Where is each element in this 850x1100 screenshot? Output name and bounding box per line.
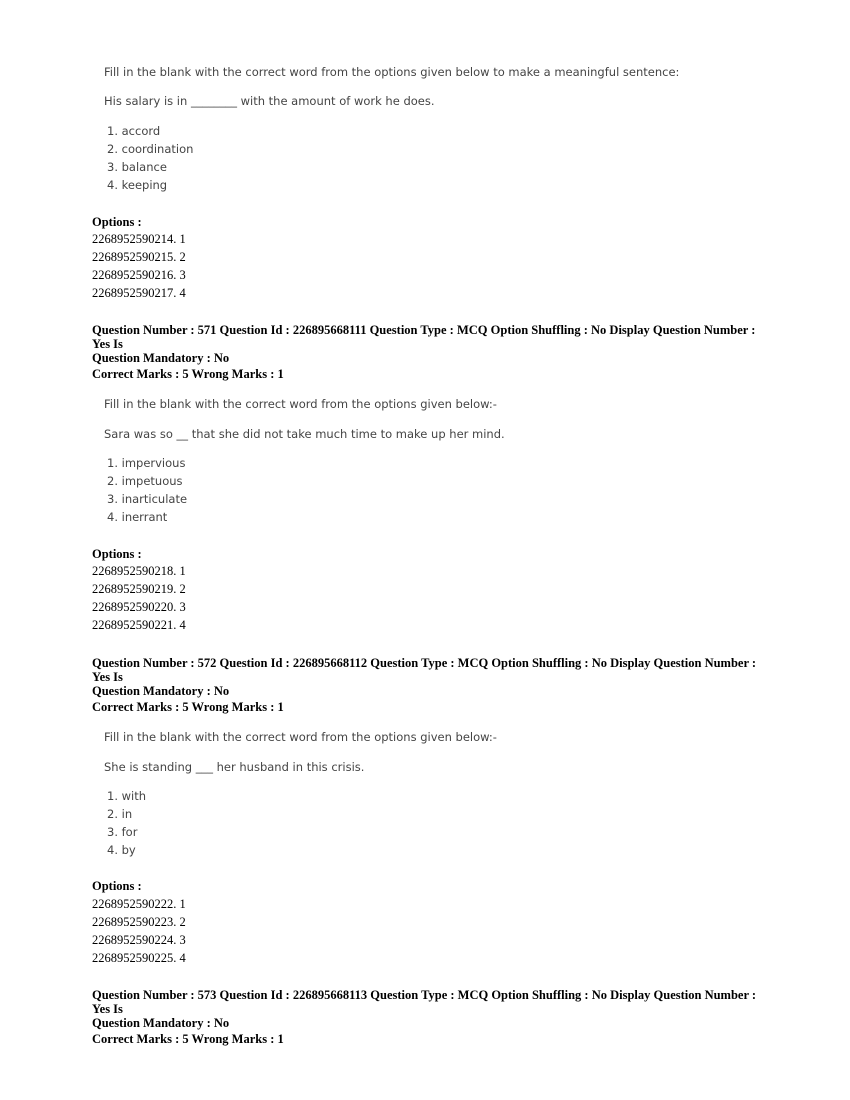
question-header [92,656,772,714]
option-id: 2268952590217. 4 [92,286,186,300]
choice-item: 3. for [107,825,138,839]
choice-list [107,454,187,526]
choice-item: 4. by [107,843,136,857]
choice-item: 2. in [107,807,133,821]
option-id-list [92,230,186,302]
question-meta-line: Question Number : 573 Question Id : 226895668113 Question Type : MCQ Option Shuffling : No Display Question Number : Yes Is [92,988,757,1016]
choice-item: 4. keeping [107,178,168,192]
question-marks: Correct Marks : 5 Wrong Marks : 1 [92,367,284,381]
question-instruction: Fill in the blank with the correct word from the options given below:- [104,397,497,411]
choice-item: 1. accord [107,124,161,138]
choice-item: 1. impervious [107,456,186,470]
choice-list [107,122,193,194]
options-heading: Options : [92,215,142,229]
question-mandatory: Question Mandatory : No [92,351,230,365]
question-instruction: Fill in the blank with the correct word from the options given below to make a meaningful sentence: [104,65,680,79]
question-sentence: Sara was so __ that she did not take much time to make up her mind. [104,427,505,441]
choice-item: 3. inarticulate [107,492,188,506]
option-id: 2268952590214. 1 [92,232,186,246]
options-heading: Options : [92,547,142,561]
option-id: 2268952590225. 4 [92,951,186,965]
question-header [92,988,772,1046]
choice-item: 3. balance [107,160,167,174]
choice-list [107,787,146,859]
question-marks: Correct Marks : 5 Wrong Marks : 1 [92,1032,284,1046]
option-id: 2268952590221. 4 [92,618,186,632]
question-marks: Correct Marks : 5 Wrong Marks : 1 [92,700,284,714]
option-id: 2268952590222. 1 [92,897,186,911]
choice-item: 2. coordination [107,142,194,156]
question-instruction: Fill in the blank with the correct word from the options given below:- [104,730,497,744]
question-sentence: She is standing ___ her husband in this crisis. [104,760,365,774]
option-id: 2268952590220. 3 [92,600,186,614]
option-id-list [92,562,186,634]
option-id-list [92,895,186,967]
choice-item: 1. with [107,789,147,803]
option-id: 2268952590223. 2 [92,915,186,929]
choice-item: 4. inerrant [107,510,168,524]
question-header [92,323,772,381]
question-meta-line: Question Number : 572 Question Id : 226895668112 Question Type : MCQ Option Shuffling : No Display Question Number : Yes Is [92,656,757,684]
option-id: 2268952590216. 3 [92,268,186,282]
option-id: 2268952590218. 1 [92,564,186,578]
question-mandatory: Question Mandatory : No [92,684,230,698]
question-sentence: His salary is in ________ with the amount of work he does. [104,94,435,108]
option-id: 2268952590219. 2 [92,582,186,596]
choice-item: 2. impetuous [107,474,183,488]
options-heading: Options : [92,879,142,893]
question-mandatory: Question Mandatory : No [92,1016,230,1030]
question-meta-line: Question Number : 571 Question Id : 226895668111 Question Type : MCQ Option Shuffling : No Display Question Number : Yes Is [92,323,756,351]
option-id: 2268952590224. 3 [92,933,186,947]
option-id: 2268952590215. 2 [92,250,186,264]
